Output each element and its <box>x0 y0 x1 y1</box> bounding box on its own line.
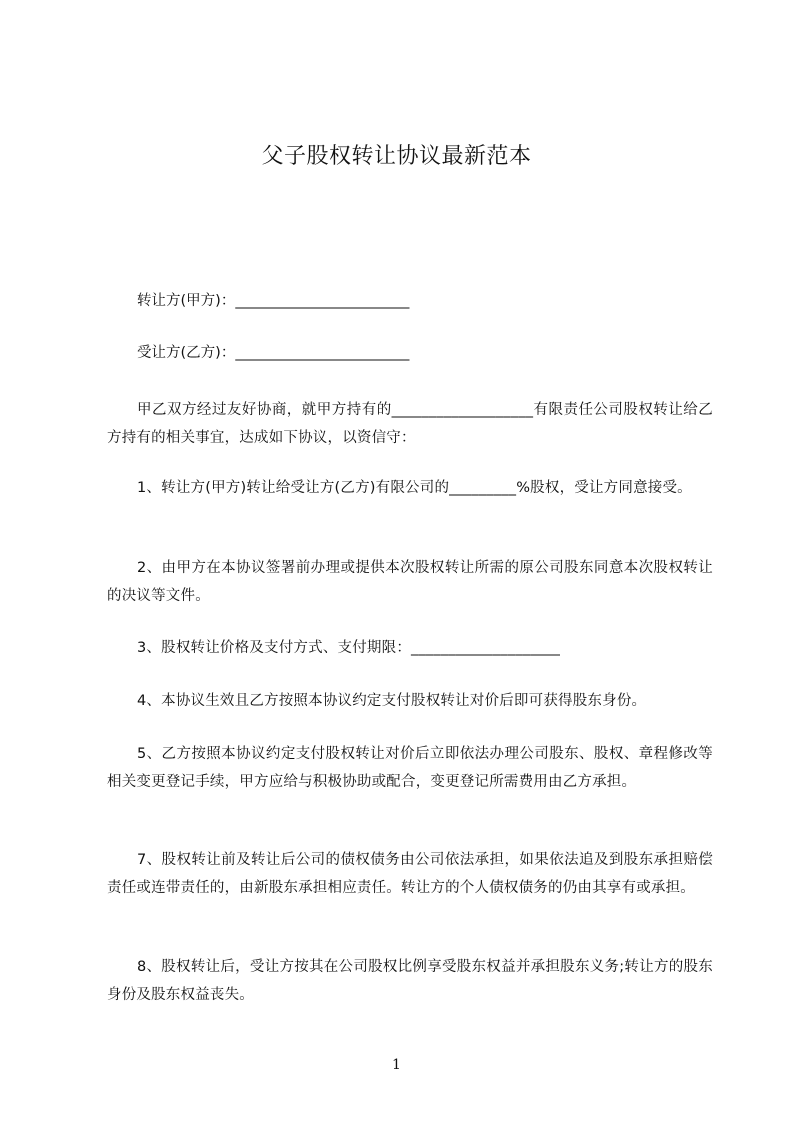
clause-1: 1、转让方(甲方)转让给受让方(乙方)有限公司的_________%股权，受让方同意接受。 <box>137 480 692 496</box>
clause-5: 5、乙方按照本协议约定支付股权转让对价后立即依法办理公司股东、股权、章程修改等相关变更登记手续，甲方应给与积极协助或配合，变更登记所需费用由乙方承担。 <box>107 746 713 790</box>
clause-3: 3、股权转让价格及支付方式、支付期限：____________________ <box>137 640 561 656</box>
page-number: 1 <box>392 1057 401 1073</box>
clause-2: 2、由甲方在本协议签署前办理或提供本次股权转让所需的原公司股东同意本次股权转让的决议等文件。 <box>107 560 713 604</box>
document-title: 父子股权转让协议最新范本 <box>261 144 532 169</box>
transferor-line: 转让方(甲方)：________________________ <box>137 293 410 309</box>
clause-8: 8、股权转让后，受让方按其在公司股权比例享受股东权益并承担股东义务;转让方的股东身份及股东权益丧失。 <box>107 959 713 1003</box>
transferee-line: 受让方(乙方)：________________________ <box>137 345 410 361</box>
intro-paragraph: 甲乙双方经过友好协商，就甲方持有的___________________有限责任公司股权转让给乙方持有的相关事宜，达成如下协议，以资信守： <box>107 402 713 446</box>
clause-4: 4、本协议生效且乙方按照本协议约定支付股权转让对价后即可获得股东身份。 <box>137 693 647 709</box>
clause-7: 7、股权转让前及转让后公司的债权债务由公司依法承担，如果依法追及到股东承担赔偿责任或连带责任的，由新股东承担相应责任。转让方的个人债权债务的仍由其享有或承担。 <box>107 852 713 896</box>
